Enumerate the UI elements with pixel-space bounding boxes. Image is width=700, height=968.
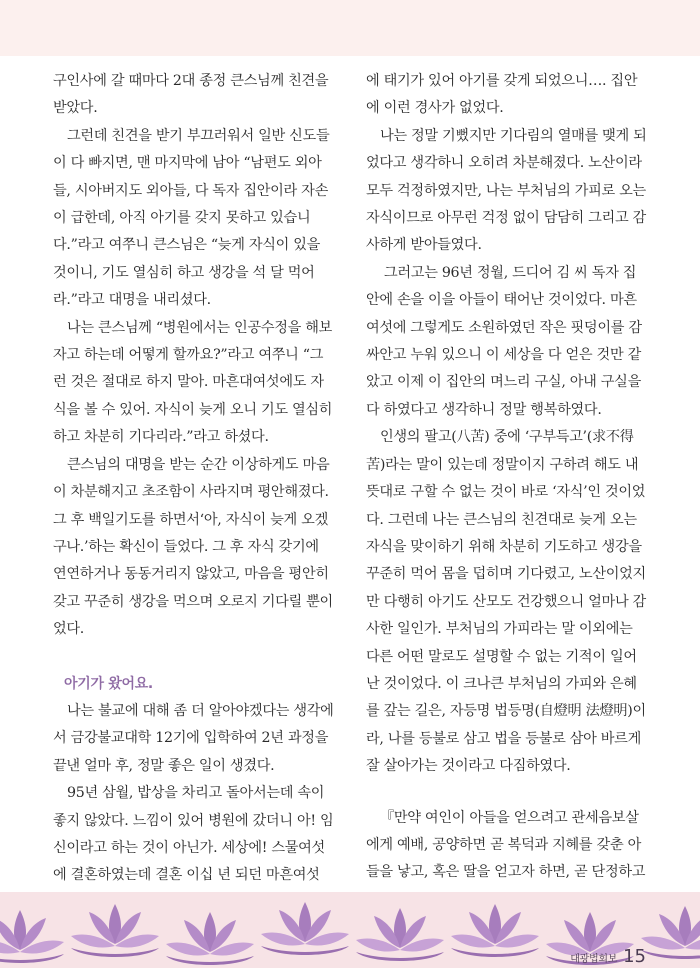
right-text-column [366, 68, 648, 887]
paragraph-gap [366, 781, 648, 805]
paragraph: 그런데 친견을 받기 부끄러워서 일반 신도들이 다 빠지면, 맨 마지막에 남아 “남편도 외아들, 시아버지도 외아들, 다 독자 집안이라 자손이 급한데, 아직 아기를 갖지 못하고 있습니다.”라고 여쭈니 큰스님은 “늦게 자식이 있을 것이니, 기도 열심히 하고 생강을 석 달 먹어라.”라고 대명을 내리셨다. [53, 127, 330, 309]
paragraph: 큰스님의 대명을 받는 순간 이상하게도 마음이 차분해지고 초조함이 사라지며 평안해졌다. 그 후 백일기도를 하면서‘아, 자식이 늦게 오겠구나.’하는 확신이 들었다. 그 후 자식 갖기에 연연하거나 동동거리지 않았고, 마음을 평안히 갖고 꾸준히 생강을 먹으며 오로지 기다릴 뿐이었다. [53, 456, 333, 638]
paragraph: 그러고는 96년 정월, 드디어 김 씨 독자 집안에 손을 이을 아들이 태어난 것이었다. 마흔여섯에 그렇게도 소원하였던 작은 핏덩이를 감싸안고 누워 있으니 이 세상을 다 얻은 것만 같았고 이제 이 집안의 며느리 구실, 아내 구실을 다 하였다고 생각하니 정말 행복하였다. [366, 264, 642, 418]
publication-name: 대광법회보 [570, 954, 618, 965]
paragraph: 인생의 팔고(八苦) 중에 ‘구부득고’(求不得苦)라는 말이 있는데 정말이지 구하려 해도 내 뜻대로 구할 수 없는 것이 바로 ‘자식’인 것이었다. 그런데 나는 큰스님의 친견대로 늦게 오는 자식을 맞이하기 위해 차분히 기도하고 생강을 꾸준히 먹어 몸을 덥히며 기다렸고, 노산이었지만 다행히 아기도 산모도 건강했으니 얼마나 감사한 일인가. 부처님의 가피라는 말 이외에는 다른 어떤 말로도 설명할 수 없는 기적이 일어난 것이었다. 이 크나큰 부처님의 가피와 은혜를 갚는 길은, 자등명 법등명(自燈明 法燈明)이라, 나를 등불로 삼고 법을 등불로 삼아 바르게 잘 살아가는 것이라고 다짐하였다. [366, 429, 646, 775]
paragraph: 구인사에 갈 때마다 2대 종정 큰스님께 친견을 받았다. [53, 73, 329, 117]
section-subheading: 아기가 왔어요. [64, 675, 153, 692]
paragraph: 나는 큰스님께 “병원에서는 인공수정을 해보자고 하는데 어떻게 할까요?”라고 여쭈니 “그런 것은 절대로 하지 말아. 마흔대여섯에도 자식을 볼 수 있어. 자식이 늦게 오니 기도 열심히 하고 차분히 기다리라.”라고 하셨다. [53, 319, 333, 446]
page-number: 15 [623, 946, 646, 967]
paragraph: 나는 정말 기뻤지만 기다림의 열매를 맺게 되었다고 생각하니 오히려 차분해졌다. 노산이라 모두 걱정하였지만, 나는 부처님의 가피로 오는 자식이므로 아무런 걱정 없이 담담히 그리고 감사하게 받아들였다. [366, 127, 647, 254]
top-decorative-band [0, 0, 700, 56]
paragraph: 나는 불교에 대해 좀 더 알아야겠다는 생각에서 금강불교대학 12기에 입학하여 2년 과정을 끝낸 얼마 후, 정말 좋은 일이 생겼다. [53, 702, 334, 774]
paragraph: 에 태기가 있어 아기를 갖게 되었으니…. 집안에 이런 경사가 없었다. [366, 73, 638, 117]
paragraph: 95년 삼월, 밥상을 차리고 돌아서는데 속이 좋지 않았다. 느낌이 있어 병원에 갔더니 아! 임신이라고 하는 것이 아닌가. 세상에! 스물여섯에 결혼하였는데 결혼 이십 년 되던 마흔여섯 [53, 785, 334, 884]
quote-paragraph: 『만약 여인이 아들을 얻으려고 관세음보살에게 예배, 공양하면 곧 복덕과 지혜를 갖춘 아들을 낳고, 혹은 딸을 얻고자 하면, 곧 단정하고 [366, 809, 646, 881]
page-footer [570, 946, 646, 967]
left-text-column [53, 68, 335, 890]
